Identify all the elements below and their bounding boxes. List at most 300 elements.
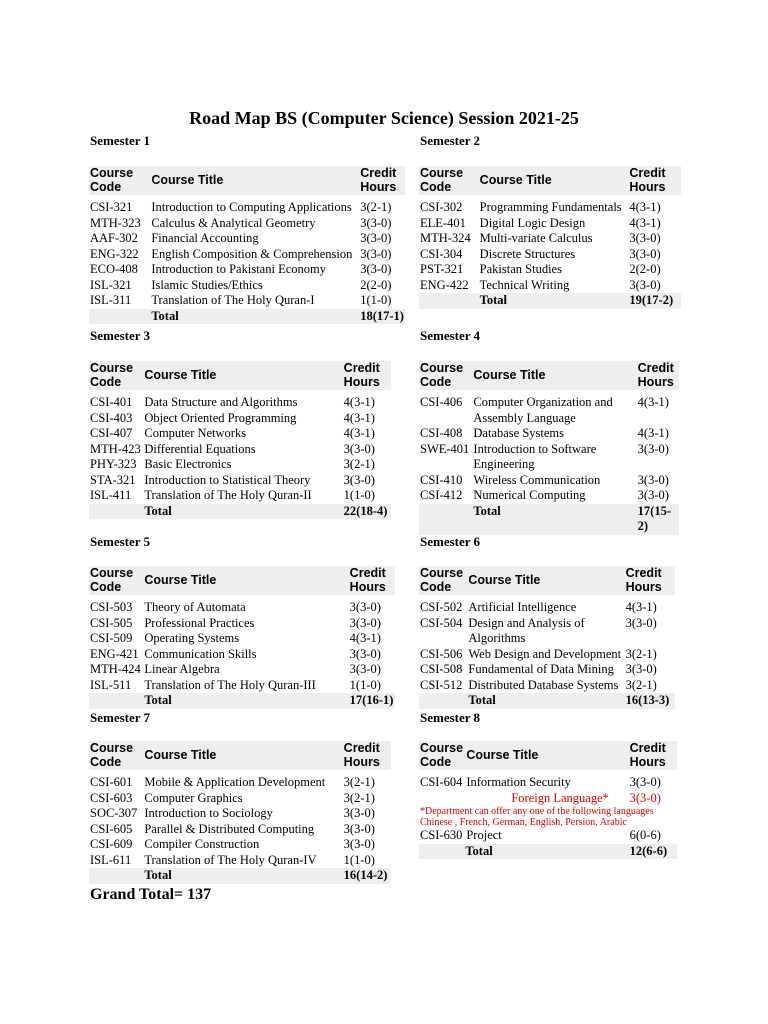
table-row — [89, 662, 395, 678]
table-row — [89, 775, 391, 791]
credit-hours: 4(3-1) — [625, 600, 657, 614]
credit-hours-header — [625, 566, 675, 595]
course-title: Parallel & Distributed Computing — [144, 821, 315, 836]
credit-hours: 3(3-0) — [343, 837, 375, 851]
total-label: Total — [150, 309, 359, 325]
course-code-header-line1: Course — [420, 166, 464, 180]
total-row — [89, 504, 391, 520]
credit-hours: 6(0-6) — [629, 828, 661, 842]
course-table — [89, 566, 395, 709]
course-title: Computer Graphics — [144, 790, 243, 805]
course-title: Introduction to Software Engineering — [473, 441, 597, 471]
total-spacer — [419, 844, 465, 860]
credit-hours-header — [349, 566, 395, 595]
course-code-header-line1: Course — [90, 566, 134, 580]
credit-hours: 3(3-0) — [349, 646, 381, 661]
credit-hours: 1(1-0) — [343, 488, 375, 502]
course-code: CSI-502 — [420, 600, 463, 614]
course-code: CSI-321 — [90, 200, 133, 214]
semester-4-label: Semester 4 — [420, 328, 481, 343]
course-code: ENG-421 — [90, 646, 139, 661]
credit-hours: 1(1-0) — [343, 852, 375, 867]
note-line-2: Chinese , French, German, English, Persion, Arabic — [420, 817, 627, 828]
course-code: PST-321 — [420, 262, 464, 276]
credit-hours: 3(3-0) — [343, 821, 375, 836]
credit-hours: 3(3-0) — [629, 775, 661, 789]
course-title: Multi-variate Calculus — [479, 231, 593, 245]
semester-6-table — [419, 566, 675, 709]
course-title: Introduction to Sociology — [144, 806, 273, 820]
table-row — [89, 822, 391, 838]
total-row — [419, 293, 681, 309]
credit-hours: 4(3-1) — [343, 426, 375, 440]
course-code: ELE-401 — [420, 215, 466, 230]
table-row — [89, 488, 391, 504]
total-spacer — [419, 693, 467, 709]
course-title: Financial Accounting — [151, 231, 259, 245]
credit-hours: 4(3-1) — [637, 426, 669, 440]
course-code: STA-321 — [90, 472, 136, 487]
credit-hours: 4(3-1) — [343, 395, 375, 409]
table-row — [89, 647, 395, 663]
semester-7-table — [89, 741, 391, 884]
total-spacer — [419, 504, 472, 535]
table-row — [89, 278, 405, 294]
course-title: Digital Logic Design — [479, 215, 586, 230]
table-row — [419, 395, 679, 426]
total-row — [419, 693, 675, 709]
credit-hours: 3(2-1) — [343, 457, 375, 471]
course-table — [419, 566, 675, 709]
table-row — [419, 488, 679, 504]
course-code: CSI-506 — [420, 646, 463, 661]
total-credit: 16(14-2) — [343, 868, 391, 884]
credit-hours: 3(2-1) — [625, 646, 657, 661]
course-title: Fundamental of Data Mining — [468, 662, 614, 676]
grand-total: Grand Total= 137 — [90, 886, 212, 903]
course-table — [89, 361, 391, 519]
course-title: Communication Skills — [144, 646, 257, 661]
course-code: MTH-324 — [420, 231, 471, 245]
course-title: Basic Electronics — [144, 457, 232, 471]
course-code: AAF-302 — [90, 231, 138, 245]
total-credit: 16(13-3) — [625, 693, 675, 709]
credit-hours: 2(2-0) — [360, 277, 392, 292]
semester-4-table — [419, 361, 679, 535]
credit-hours-header — [343, 361, 391, 390]
total-label: Total — [143, 504, 342, 520]
credit-hours: 3(2-1) — [360, 200, 392, 214]
course-title: Artificial Intelligence — [468, 600, 577, 614]
credit-header-line1: Credit — [360, 166, 397, 180]
credit-hours: 1(1-0) — [349, 677, 381, 692]
table-row — [89, 442, 391, 458]
credit-hours: 3(3-0) — [343, 441, 375, 456]
credit-hours: 3(3-0) — [637, 488, 669, 502]
semester-2-table — [419, 166, 681, 309]
credit-header-line2: Hours — [360, 180, 397, 194]
total-label: Total — [472, 504, 636, 535]
total-label: Total — [143, 693, 348, 709]
credit-hours: 2(2-0) — [629, 262, 661, 276]
course-table — [419, 166, 681, 309]
course-code-header-line1: Course — [90, 741, 134, 755]
credit-hours-header — [629, 741, 677, 770]
course-code: CSI-401 — [90, 395, 133, 409]
course-code: CSI-609 — [90, 837, 133, 851]
total-spacer — [89, 309, 150, 325]
course-title: Operating Systems — [144, 631, 240, 645]
table-row — [419, 262, 681, 278]
course-code: ENG-422 — [420, 277, 469, 292]
course-title: Translation of The Holy Quran-III — [144, 677, 316, 692]
credit-header-line1: Credit — [625, 566, 662, 580]
total-label: Total — [143, 868, 342, 884]
course-title-header: Course Title — [143, 741, 342, 770]
course-table — [89, 741, 391, 884]
credit-hours: 3(3-0) — [629, 246, 661, 261]
total-row — [89, 868, 391, 884]
course-code-header-line1: Course — [90, 166, 134, 180]
total-credit: 17(15-2) — [637, 504, 679, 535]
semester-3-label: Semester 3 — [90, 328, 151, 343]
credit-hours-header — [637, 361, 679, 390]
total-spacer — [89, 693, 143, 709]
course-title: Translation of The Holy Quran-I — [151, 293, 315, 307]
credit-hours-header — [359, 166, 405, 195]
credit-hours: 3(3-0) — [629, 790, 661, 805]
course-code: CSI-410 — [420, 472, 463, 487]
table-row — [89, 853, 391, 869]
total-spacer — [419, 293, 479, 309]
credit-hours: 3(3-0) — [349, 662, 381, 676]
credit-hours: 3(3-0) — [637, 441, 669, 456]
course-code: SWE-401 — [420, 441, 470, 456]
table-row — [89, 791, 391, 807]
table-row — [89, 600, 395, 616]
credit-hours: 4(3-1) — [349, 631, 381, 645]
total-row — [419, 504, 679, 535]
course-code-header — [89, 361, 143, 390]
course-title-header: Course Title — [143, 566, 348, 595]
semester-8-table — [419, 741, 677, 859]
course-code: MTH-423 — [90, 441, 141, 456]
course-title: Object Oriented Programming — [144, 410, 297, 425]
course-code: CSI-304 — [420, 246, 463, 261]
foreign-language-note — [419, 806, 677, 828]
credit-header-line2: Hours — [349, 580, 386, 594]
course-title: Mobile & Application Development — [144, 775, 326, 789]
table-row — [419, 678, 675, 694]
table-row — [419, 247, 681, 263]
credit-header-line2: Hours — [625, 580, 662, 594]
credit-hours: 3(2-1) — [343, 790, 375, 805]
semester-3-table — [89, 361, 391, 519]
course-title-header: Course Title — [467, 566, 624, 595]
table-row — [419, 791, 677, 807]
credit-header-line1: Credit — [629, 166, 666, 180]
table-row — [89, 837, 391, 853]
course-title: Database Systems — [473, 426, 565, 440]
course-code-header — [419, 166, 479, 195]
credit-hours: 3(3-0) — [637, 472, 669, 487]
course-code: CSI-605 — [90, 821, 133, 836]
total-row — [89, 309, 405, 325]
credit-hours: 3(2-1) — [625, 677, 657, 692]
note-line-1: *Department can offer any one of the following languages — [420, 806, 654, 817]
semester-5-table — [89, 566, 395, 709]
credit-header-line1: Credit — [349, 566, 386, 580]
course-code-header-line2: Code — [420, 180, 452, 194]
course-title: Design and Analysis of Algorithms — [468, 615, 585, 645]
course-title: Discrete Structures — [479, 246, 576, 261]
table-row — [89, 616, 395, 632]
table-row — [89, 678, 395, 694]
credit-hours: 4(3-1) — [343, 410, 375, 425]
credit-hours: 3(3-0) — [343, 806, 375, 820]
header-row — [419, 361, 679, 390]
course-title: Foreign Language* — [511, 790, 609, 805]
course-title: Data Structure and Algorithms — [144, 395, 298, 409]
table-row — [419, 473, 679, 489]
header-row — [419, 166, 681, 195]
credit-hours: 3(3-0) — [360, 246, 392, 261]
course-code-header-line1: Course — [420, 741, 464, 755]
course-code: ISL-321 — [90, 277, 132, 292]
table-row — [419, 647, 675, 663]
credit-hours: 3(3-0) — [349, 615, 381, 630]
course-code: CSI-603 — [90, 790, 133, 805]
course-code: CSI-406 — [420, 395, 463, 409]
course-code: CSI-412 — [420, 488, 463, 502]
course-title: Computer Organization and Assembly Language — [473, 395, 613, 425]
credit-header-line2: Hours — [343, 755, 380, 769]
course-code-header — [89, 741, 143, 770]
total-row — [89, 693, 395, 709]
course-title: Information Security — [466, 775, 571, 789]
course-code-header-line2: Code — [90, 755, 122, 769]
course-title: Islamic Studies/Ethics — [151, 277, 263, 292]
semester-2-label: Semester 2 — [420, 133, 481, 148]
table-row — [419, 775, 677, 791]
semester-1-label: Semester 1 — [90, 133, 151, 148]
header-row — [89, 166, 405, 195]
header-row — [419, 566, 675, 595]
table-row — [89, 631, 395, 647]
table-row — [419, 662, 675, 678]
table-row — [419, 426, 679, 442]
course-table — [89, 166, 405, 324]
credit-hours: 3(3-0) — [343, 472, 375, 487]
course-title-header: Course Title — [472, 361, 636, 390]
credit-hours: 1(1-0) — [360, 293, 392, 307]
course-title-header: Course Title — [479, 166, 629, 195]
semester-8-label: Semester 8 — [420, 710, 481, 725]
table-row — [89, 247, 405, 263]
course-title: Pakistan Studies — [479, 262, 562, 276]
course-code: CSI-508 — [420, 662, 463, 676]
table-row — [419, 216, 681, 232]
course-code: CSI-512 — [420, 677, 463, 692]
total-credit: 12(6-6) — [629, 844, 677, 860]
total-credit: 19(17-2) — [628, 293, 681, 309]
course-title: Computer Networks — [144, 426, 247, 440]
credit-hours: 3(3-0) — [629, 231, 661, 245]
credit-header-line2: Hours — [343, 375, 380, 389]
course-title: Programming Fundamentals — [479, 200, 622, 214]
course-code-header-line1: Course — [420, 566, 464, 580]
table-row — [419, 828, 677, 844]
course-title-header: Course Title — [143, 361, 342, 390]
credit-header-line2: Hours — [637, 375, 674, 389]
table-row — [419, 200, 681, 216]
course-code-header-line2: Code — [90, 580, 122, 594]
course-title: Project — [466, 828, 502, 842]
course-code: CSI-302 — [420, 200, 463, 214]
table-row — [89, 426, 391, 442]
total-credit: 18(17-1) — [360, 308, 404, 323]
credit-hours: 4(3-1) — [629, 215, 661, 230]
table-row — [419, 231, 681, 247]
course-title: Web Design and Development — [468, 646, 622, 661]
table-row — [419, 278, 681, 294]
credit-hours: 3(3-0) — [360, 231, 392, 245]
note-row — [419, 806, 677, 828]
course-code-header — [89, 166, 150, 195]
course-code: CSI-509 — [90, 631, 133, 645]
course-code-header — [89, 566, 143, 595]
credit-hours-header — [628, 166, 681, 195]
credit-header-line2: Hours — [629, 755, 666, 769]
credit-hours-header — [343, 741, 391, 770]
course-code: SOC-307 — [90, 806, 138, 820]
course-code: CSI-601 — [90, 775, 133, 789]
course-title: English Composition & Comprehension — [151, 246, 353, 261]
course-code: ISL-311 — [90, 293, 132, 307]
credit-hours: 3(3-0) — [625, 662, 657, 676]
course-title: Introduction to Pakistani Economy — [151, 262, 326, 276]
course-title-header: Course Title — [150, 166, 359, 195]
table-row — [89, 293, 405, 309]
credit-header-line2: Hours — [629, 180, 666, 194]
course-code — [419, 791, 465, 807]
table-row — [419, 442, 679, 473]
semester-7-label: Semester 7 — [90, 710, 151, 725]
total-spacer — [89, 868, 143, 884]
course-code: ISL-411 — [90, 488, 132, 502]
table-row — [89, 457, 391, 473]
table-row — [89, 806, 391, 822]
course-title: Calculus & Analytical Geometry — [151, 215, 316, 230]
credit-hours: 3(3-0) — [360, 262, 392, 276]
course-code-header-line2: Code — [90, 180, 122, 194]
course-title: Theory of Automata — [144, 600, 246, 614]
course-code: ENG-322 — [90, 246, 139, 261]
course-code: CSI-408 — [420, 426, 463, 440]
total-credit: 17(16-1) — [349, 693, 394, 707]
semester-1-table — [89, 166, 405, 324]
semester-6-label: Semester 6 — [420, 534, 481, 549]
course-table — [419, 741, 677, 859]
course-code: MTH-424 — [90, 662, 141, 676]
credit-hours: 3(2-1) — [343, 775, 375, 789]
credit-hours: 4(3-1) — [637, 395, 669, 409]
course-code: CSI-630 — [420, 828, 463, 842]
course-title: Compiler Construction — [144, 837, 260, 851]
course-title: Linear Algebra — [144, 662, 220, 676]
course-code-header-line2: Code — [420, 755, 452, 769]
course-title: Translation of The Holy Quran-II — [144, 488, 312, 502]
course-title: Professional Practices — [144, 615, 255, 630]
credit-header-line1: Credit — [629, 741, 666, 755]
total-row — [419, 844, 677, 860]
course-code: ISL-611 — [90, 852, 132, 867]
course-table — [419, 361, 679, 535]
course-title: Distributed Database Systems — [468, 677, 619, 692]
semester-5-label: Semester 5 — [90, 534, 151, 549]
course-code: CSI-403 — [90, 410, 133, 425]
course-title: Numerical Computing — [473, 488, 586, 502]
table-row — [89, 231, 405, 247]
credit-hours: 3(3-0) — [349, 600, 381, 614]
table-row — [89, 216, 405, 232]
credit-header-line1: Credit — [343, 361, 380, 375]
course-code-header-line2: Code — [420, 580, 452, 594]
header-row — [89, 566, 395, 595]
credit-header-line1: Credit — [343, 741, 380, 755]
course-code-header-line1: Course — [90, 361, 134, 375]
course-title: Introduction to Statistical Theory — [144, 472, 311, 487]
course-code-header — [419, 566, 467, 595]
table-row — [89, 262, 405, 278]
course-code: CSI-504 — [420, 615, 463, 630]
table-row — [89, 411, 391, 427]
table-row — [89, 200, 405, 216]
course-code-header-line1: Course — [420, 361, 464, 375]
course-code: CSI-604 — [420, 775, 463, 789]
credit-header-line1: Credit — [637, 361, 674, 375]
page-title: Road Map BS (Computer Science) Session 2021-25 — [189, 108, 579, 128]
course-title: Technical Writing — [479, 277, 570, 292]
table-row — [419, 616, 675, 647]
table-row — [419, 600, 675, 616]
credit-hours: 3(3-0) — [629, 277, 661, 292]
course-title: Wireless Communication — [473, 472, 601, 487]
course-code: MTH-323 — [90, 215, 141, 230]
course-title: Translation of The Holy Quran-IV — [144, 852, 317, 867]
header-row — [89, 361, 391, 390]
course-code-header — [419, 741, 465, 770]
course-code: CSI-503 — [90, 600, 133, 614]
credit-hours: 3(3-0) — [360, 215, 392, 230]
course-code-header — [419, 361, 472, 390]
total-label: Total — [467, 693, 624, 709]
course-code-header-line2: Code — [90, 375, 122, 389]
course-code-header-line2: Code — [420, 375, 452, 389]
credit-hours: 4(3-1) — [629, 200, 661, 214]
total-label: Total — [479, 293, 629, 309]
course-title: Introduction to Computing Applications — [151, 200, 352, 214]
course-code: ECO-408 — [90, 262, 138, 276]
course-title: Differential Equations — [144, 441, 256, 456]
header-row — [89, 741, 391, 770]
table-row — [89, 473, 391, 489]
course-code: CSI-407 — [90, 426, 133, 440]
total-spacer — [89, 504, 143, 520]
header-row — [419, 741, 677, 770]
course-code: CSI-505 — [90, 615, 133, 630]
table-row — [89, 395, 391, 411]
